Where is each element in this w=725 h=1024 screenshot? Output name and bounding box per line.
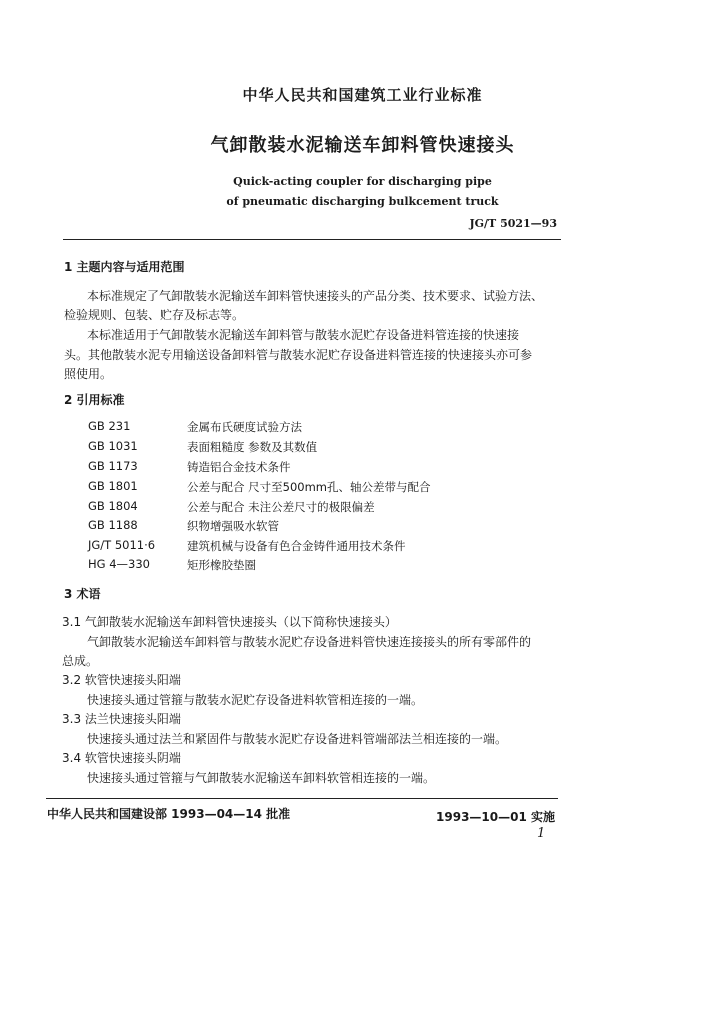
section-1-heading: 1 主题内容与适用范围 [64,260,185,274]
ref-name: 表面粗糙度 参数及其数值 [187,440,318,454]
ref-code: GB 1804 [88,499,138,513]
page-number: 1 [537,826,546,841]
ref-name: 公差与配合 尺寸至500mm孔、轴公差带与配合 [187,480,431,494]
implementation-date: 1993—10—01 实施 [436,810,555,824]
term-3-3-body: 快速接头通过法兰和紧固件与散装水泥贮存设备进料管端部法兰相连接的一端。 [87,732,508,746]
term-3-1-heading: 3.1 气卸散装水泥输送车卸料管快速接头（以下简称快速接头） [62,615,397,629]
term-3-1-body-line2: 总成。 [62,654,99,668]
section-1-para2-line2: 头。其他散装水泥专用输送设备卸料管与散装水泥贮存设备进料管连接的快速接头亦可参 [64,348,533,362]
term-3-1-body-line1: 气卸散装水泥输送车卸料管与散装水泥贮存设备进料管快速连接接头的所有零部件的 [87,635,532,649]
ref-code: JG/T 5011·6 [88,538,156,552]
ref-code: GB 1031 [88,439,138,453]
ref-name: 公差与配合 未注公差尺寸的极限偏差 [187,500,375,514]
ref-name: 矩形橡胶垫圈 [187,558,256,572]
standard-code: JG/T 5021—93 [469,217,557,230]
ref-name: 织物增强吸水软管 [187,519,279,533]
term-3-2-body: 快速接头通过管箍与散装水泥贮存设备进料软管相连接的一端。 [87,693,424,707]
english-title-line2: of pneumatic discharging bulkcement truck [226,195,499,208]
ref-name: 金属布氏硬度试验方法 [187,420,302,434]
section-3-heading: 3 术语 [64,587,101,601]
section-1-para1-line1: 本标准规定了气卸散装水泥输送车卸料管快速接头的产品分类、技术要求、试验方法、 [87,289,544,303]
ref-code: GB 231 [88,419,131,433]
ref-code: GB 1801 [88,479,138,493]
term-3-2-heading: 3.2 软管快速接头阳端 [62,673,181,687]
english-title-line1: Quick-acting coupler for discharging pipe [233,175,492,188]
ref-name: 铸造铝合金技术条件 [187,460,291,474]
ref-code: HG 4—330 [88,557,150,571]
term-3-4-body: 快速接头通过管箍与气卸散装水泥输送车卸料软管相连接的一端。 [87,771,436,785]
term-3-3-heading: 3.3 法兰快速接头阳端 [62,712,181,726]
ref-name: 建筑机械与设备有色合金铸件通用技术条件 [187,539,406,553]
term-3-4-heading: 3.4 软管快速接头阴端 [62,751,181,765]
document-title: 气卸散装水泥输送车卸料管快速接头 [210,135,515,156]
footer-divider [46,798,558,799]
section-1-para2-line3: 照使用。 [64,367,113,381]
section-1-para2-line1: 本标准适用于气卸散装水泥输送车卸料管与散装水泥贮存设备进料管连接的快速接 [87,328,520,342]
ref-code: GB 1173 [88,459,138,473]
approval-date: 中华人民共和国建设部 1993—04—14 批准 [47,807,291,821]
ref-code: GB 1188 [88,518,138,532]
standard-category: 中华人民共和国建筑工业行业标准 [242,86,483,104]
header-divider [63,239,561,240]
section-2-heading: 2 引用标准 [64,393,125,407]
section-1-para1-line2: 检验规则、包装、贮存及标志等。 [64,308,245,322]
